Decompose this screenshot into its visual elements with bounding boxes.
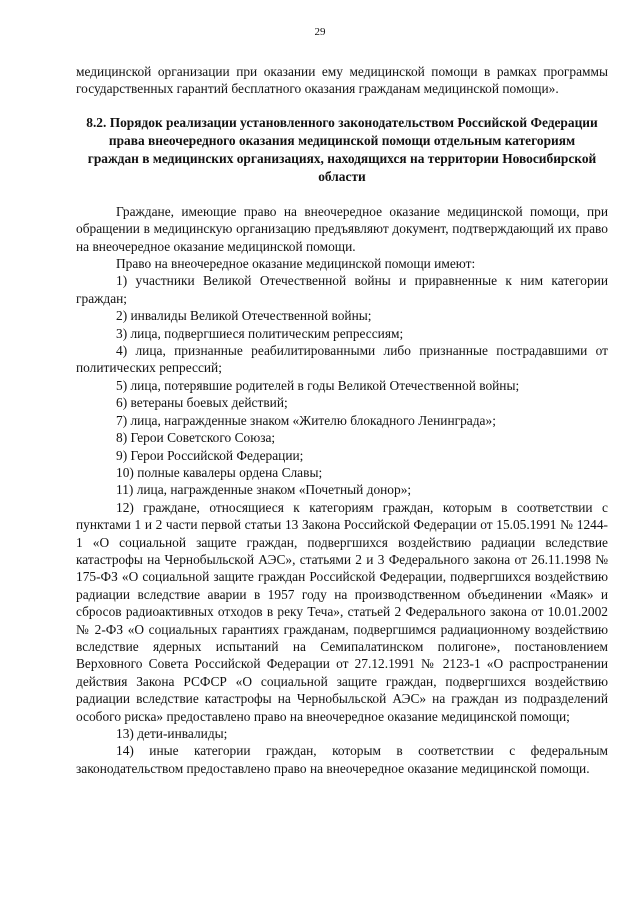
list-item: 11) лица, награжденные знаком «Почетный донор»; xyxy=(116,482,412,498)
list-item: 8) Герои Советского Союза; xyxy=(116,430,276,446)
intro-paragraph: медицинской организации при оказании ему медицинской помощи в рамках программы государственных гарантий бесплатного оказания гражданам медицинской помощи». xyxy=(76,64,608,97)
list-item: 12) граждане, относящиеся к категориям граждан, которым в соответствии с пунктами 1 и 2 части первой статьи 13 Закона Российской Федерации от 15.05.1991 № 1244-1 «О социальной защите граждан, подвергшихся воздействию радиации вследствие катастрофы на Чернобыльской АЭС», статьями 2 и 3 Федерального закона от 26.11.1998 № 175-ФЗ «О социальной защите граждан Российской Федерации, подвергшихся воздействию радиации вследствие аварии в 1957 году на производственном объединении «Маяк» и сбросов радиоактивных отходов в реку Теча», статьей 2 Федерального закона от 10.01.2002 № 2-ФЗ «О социальных гарантиях гражданам, подвергшимся радиационному воздействию вследствие ядерных испытаний на Семипалатинском полигоне», постановлением Верховного Совета Российской Федерации от 27.12.1991 № 2123-1 «О распространении действия Закона РСФСР «О социальной защите граждан, подвергшихся воздействию радиации вследствие катастрофы на Чернобыльской АЭС» на граждан из подразделений особого риска» предоставлено право на внеочередное оказание медицинской помощи; xyxy=(76,499,608,724)
list-item: 5) лица, потерявшие родителей в годы Великой Отечественной войны; xyxy=(116,377,520,393)
list-item: 9) Герои Российской Федерации; xyxy=(116,447,304,463)
section-heading: 8.2. Порядок реализации установленного законодательством Российской Федерации права внеочередного оказания медицинской помощи отдельным категориям граждан в медицинских организациях, находящихся на территории Новосибирской области xyxy=(86,114,598,184)
list-item: 10) полные кавалеры ордена Славы; xyxy=(116,464,323,480)
list-item: 4) лица, признанные реабилитированными либо признанные пострадавшими от политических репрессий; xyxy=(76,343,608,376)
list-item: 3) лица, подвергшиеся политическим репрессиям; xyxy=(116,325,404,341)
list-item: 14) иные категории граждан, которым в соответствии с федеральным законодательством предоставлено право на внеочередное оказание медицинской помощи. xyxy=(76,743,608,776)
list-item: 2) инвалиды Великой Отечественной войны; xyxy=(116,308,372,324)
paragraph-documents: Граждане, имеющие право на внеочередное оказание медицинской помощи, при обращении в медицинскую организацию предъявляют документ, подтверждающий их право на внеочередное оказание медицинской помощи. xyxy=(76,203,608,254)
list-item: 7) лица, награжденные знаком «Жителю блокадного Ленинграда»; xyxy=(116,412,496,428)
page-number: 29 xyxy=(314,26,326,38)
list-item: 1) участники Великой Отечественной войны и приравненные к ним категории граждан; xyxy=(76,273,608,306)
list-item: 13) дети-инвалиды; xyxy=(116,726,228,741)
paragraph-entitled-list-intro: Право на внеочередное оказание медицинской помощи имеют: xyxy=(116,256,476,272)
document-body xyxy=(76,63,608,777)
list-item: 6) ветераны боевых действий; xyxy=(116,395,288,411)
